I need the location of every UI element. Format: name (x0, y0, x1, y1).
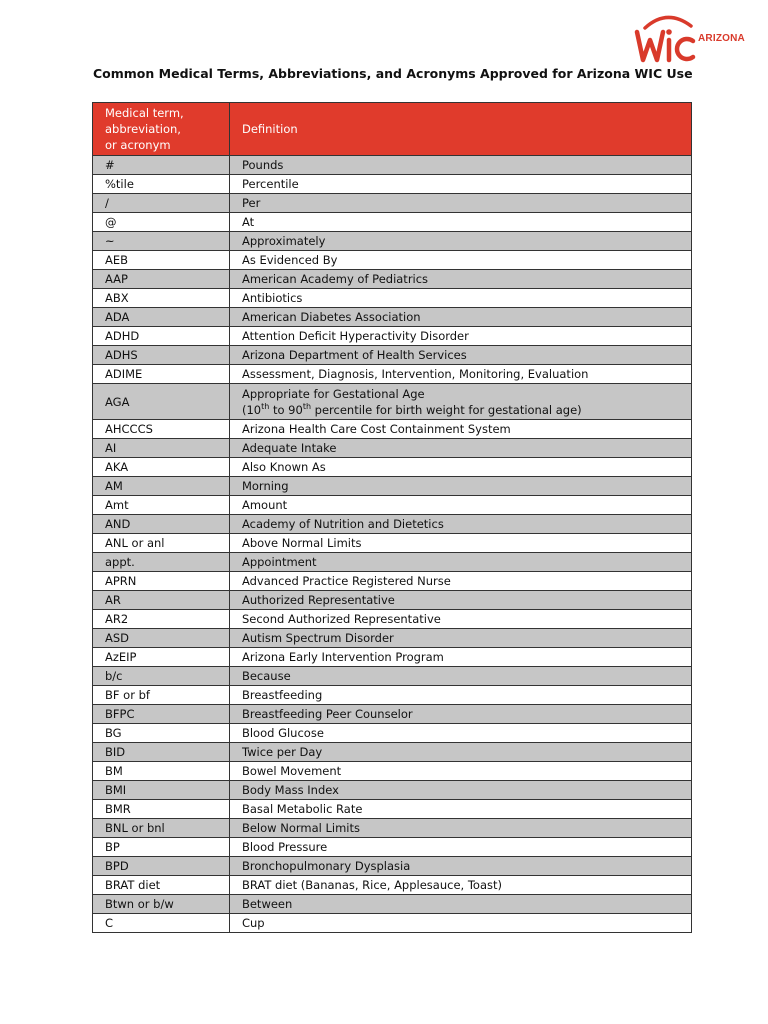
term-cell: BM (93, 762, 230, 781)
table-row (93, 232, 692, 251)
definition-cell: Between (229, 895, 691, 914)
definition-cell: American Diabetes Association (229, 308, 691, 327)
term-cell: ASD (93, 629, 230, 648)
term-cell: ADHS (93, 346, 230, 365)
table-row (93, 553, 692, 572)
definition-cell: Antibiotics (229, 289, 691, 308)
term-cell: BID (93, 743, 230, 762)
term-cell: AKA (93, 458, 230, 477)
definition-cell: Advanced Practice Registered Nurse (229, 572, 691, 591)
definition-cell: Bronchopulmonary Dysplasia (229, 857, 691, 876)
definition-cell (229, 384, 691, 420)
table-row (93, 838, 692, 857)
table-row (93, 895, 692, 914)
term-cell: AAP (93, 270, 230, 289)
definition-cell: Above Normal Limits (229, 534, 691, 553)
wic-logo-icon (633, 10, 697, 66)
definition-cell: Also Known As (229, 458, 691, 477)
definition-cell: Second Authorized Representative (229, 610, 691, 629)
definition-cell: Cup (229, 914, 691, 933)
table-row (93, 686, 692, 705)
term-cell: BG (93, 724, 230, 743)
definition-cell: Pounds (229, 156, 691, 175)
table-row (93, 213, 692, 232)
definition-cell: Because (229, 667, 691, 686)
term-cell: @ (93, 213, 230, 232)
table-row (93, 458, 692, 477)
term-cell: BNL or bnl (93, 819, 230, 838)
wic-arizona-logo (633, 10, 743, 66)
definition-cell: Approximately (229, 232, 691, 251)
term-cell: BF or bf (93, 686, 230, 705)
column-header-term: Medical term, abbreviation, or acronym (93, 103, 230, 156)
table-row (93, 781, 692, 800)
term-cell: Btwn or b/w (93, 895, 230, 914)
table-row (93, 420, 692, 439)
term-cell: BP (93, 838, 230, 857)
term-cell: BMI (93, 781, 230, 800)
definition-cell: Assessment, Diagnosis, Intervention, Monitoring, Evaluation (229, 365, 691, 384)
table-row (93, 175, 692, 194)
definition-cell: Per (229, 194, 691, 213)
term-cell: # (93, 156, 230, 175)
term-cell: ADHD (93, 327, 230, 346)
term-cell: Amt (93, 496, 230, 515)
table-row (93, 705, 692, 724)
table-row (93, 384, 692, 420)
definition-cell: Body Mass Index (229, 781, 691, 800)
table-row (93, 876, 692, 895)
table-row (93, 762, 692, 781)
table-row (93, 156, 692, 175)
definition-cell: Arizona Early Intervention Program (229, 648, 691, 667)
term-cell: AI (93, 439, 230, 458)
table-row (93, 327, 692, 346)
definition-cell: Percentile (229, 175, 691, 194)
term-cell: ~ (93, 232, 230, 251)
table-row (93, 591, 692, 610)
definition-cell: Morning (229, 477, 691, 496)
definition-cell: Autism Spectrum Disorder (229, 629, 691, 648)
term-cell: ABX (93, 289, 230, 308)
term-cell: AEB (93, 251, 230, 270)
term-cell: AR (93, 591, 230, 610)
terms-table (92, 102, 692, 933)
table-body (93, 156, 692, 933)
definition-cell: Breastfeeding Peer Counselor (229, 705, 691, 724)
term-cell: APRN (93, 572, 230, 591)
term-cell: AR2 (93, 610, 230, 629)
term-cell: b/c (93, 667, 230, 686)
table-row (93, 346, 692, 365)
definition-line-2: (10th to 90th percentile for birth weight for gestational age) (241, 401, 582, 417)
term-cell: AGA (93, 384, 230, 420)
table-row (93, 610, 692, 629)
table-row (93, 365, 692, 384)
term-cell: ADIME (93, 365, 230, 384)
table-row (93, 439, 692, 458)
definition-cell: Below Normal Limits (229, 819, 691, 838)
definition-cell: Bowel Movement (229, 762, 691, 781)
definition-cell: Amount (229, 496, 691, 515)
term-cell: AzEIP (93, 648, 230, 667)
table-row (93, 289, 692, 308)
table-row (93, 667, 692, 686)
table-row (93, 270, 692, 289)
term-cell: ADA (93, 308, 230, 327)
term-cell: BRAT diet (93, 876, 230, 895)
page-title: Common Medical Terms, Abbreviations, and Acronyms Approved for Arizona WIC Use (93, 66, 693, 81)
term-cell: C (93, 914, 230, 933)
table-row (93, 251, 692, 270)
definition-cell: Arizona Department of Health Services (229, 346, 691, 365)
term-cell: BPD (93, 857, 230, 876)
term-cell: / (93, 194, 230, 213)
term-cell: AHCCCS (93, 420, 230, 439)
table-row (93, 572, 692, 591)
table-row (93, 648, 692, 667)
definition-cell: Appointment (229, 553, 691, 572)
table-row (93, 534, 692, 553)
table-row (93, 743, 692, 762)
definition-cell: Adequate Intake (229, 439, 691, 458)
definition-cell: BRAT diet (Bananas, Rice, Applesauce, Toast) (229, 876, 691, 895)
table-row (93, 819, 692, 838)
definition-cell: As Evidenced By (229, 251, 691, 270)
definition-cell: Blood Glucose (229, 724, 691, 743)
definition-cell: Breastfeeding (229, 686, 691, 705)
term-cell: appt. (93, 553, 230, 572)
term-cell: BMR (93, 800, 230, 819)
term-cell: ANL or anl (93, 534, 230, 553)
definition-cell: Attention Deficit Hyperactivity Disorder (229, 327, 691, 346)
logo-text: ARIZONA (698, 33, 745, 44)
table-header-row (93, 103, 692, 156)
term-cell: AM (93, 477, 230, 496)
table-row (93, 194, 692, 213)
table-row (93, 496, 692, 515)
term-cell: AND (93, 515, 230, 534)
table-row (93, 800, 692, 819)
table-row (93, 724, 692, 743)
table-row (93, 515, 692, 534)
definition-cell: Academy of Nutrition and Dietetics (229, 515, 691, 534)
table-row (93, 629, 692, 648)
definition-cell: Arizona Health Care Cost Containment System (229, 420, 691, 439)
term-cell: BFPC (93, 705, 230, 724)
term-cell: %tile (93, 175, 230, 194)
definition-cell: Authorized Representative (229, 591, 691, 610)
table-row (93, 477, 692, 496)
definition-cell: American Academy of Pediatrics (229, 270, 691, 289)
definition-cell: At (229, 213, 691, 232)
definition-line: Appropriate for Gestational Age (241, 386, 425, 401)
definition-cell: Twice per Day (229, 743, 691, 762)
definition-cell: Basal Metabolic Rate (229, 800, 691, 819)
table-row (93, 308, 692, 327)
definition-cell: Blood Pressure (229, 838, 691, 857)
table-row (93, 857, 692, 876)
column-header-definition: Definition (229, 103, 691, 156)
table-row (93, 914, 692, 933)
